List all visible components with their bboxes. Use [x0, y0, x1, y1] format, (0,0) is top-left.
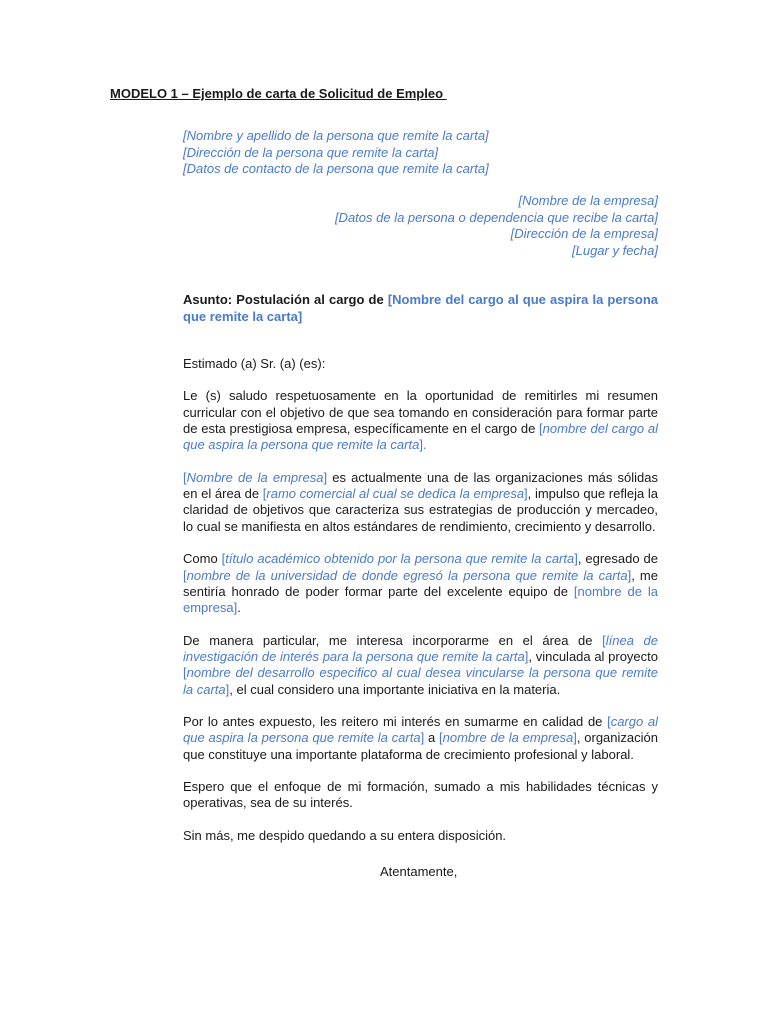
paragraph-5-text-3: , organización que constituye una importante plataforma de crecimiento profesional y laboral.	[183, 730, 658, 762]
letter-body	[183, 356, 658, 860]
bracket: [	[183, 469, 187, 485]
bracket: [	[539, 421, 543, 437]
paragraph-3-text-1: Como	[183, 551, 222, 567]
paragraph-7: Sin más, me despido quedando a su entera disposición.	[183, 827, 507, 843]
bracket: [	[221, 551, 226, 567]
closing: Atentamente,	[380, 864, 458, 879]
greeting: Estimado (a) Sr. (a) (es):	[183, 356, 326, 371]
subject-line	[183, 292, 658, 325]
placeholder-job-title: nombre del cargo al que aspira la persona que remite la carta	[183, 421, 658, 453]
subject-placeholder: [Nombre del cargo al que aspira la persona que remite la carta]	[183, 292, 659, 324]
sender-contact: [Datos de contacto de la persona que remite la carta]	[183, 161, 489, 176]
paragraph-1	[183, 388, 658, 453]
paragraph-4-text-3: , el cual considero una importante iniciativa en la materia.	[229, 681, 561, 697]
bracket: [	[183, 567, 187, 583]
bracket: ].	[419, 437, 427, 453]
paragraph-2-text-1: es actualmente una de las organizaciones más sólidas en el área de	[183, 469, 659, 502]
paragraph-3-text-4: .	[237, 600, 241, 616]
placeholder-research-line: línea de investigación de interés para la persona que remite la carta	[183, 632, 659, 664]
sender-block	[183, 128, 489, 178]
subject-label: Asunto: Postulación al cargo de	[183, 292, 388, 307]
recipient-address: [Dirección de la empresa]	[510, 226, 658, 241]
placeholder-university: nombre de la universidad de donde egresó la persona que remite la carta	[186, 567, 628, 583]
paragraph-4-text-1: De manera particular, me interesa incorporarme en el área de	[183, 632, 603, 648]
paragraph-4	[183, 633, 658, 698]
paragraph-4-text-2: , vinculada al proyecto	[528, 648, 658, 664]
bracket: ]	[323, 469, 328, 485]
place-date: [Lugar y fecha]	[572, 242, 658, 258]
paragraph-3-text-3: , me sentiría honrado de poder formar parte del excelente equipo de	[183, 567, 658, 599]
bracket: ]	[627, 567, 632, 583]
paragraph-5-text-1: Por lo antes expuesto, les reitero mi interés en sumarme en calidad de	[183, 713, 608, 729]
bracket: [	[262, 486, 267, 502]
placeholder-job-title: cargo al que aspira la persona que remite la carta	[183, 713, 659, 746]
paragraph-3-text-2: , egresado de	[577, 551, 658, 567]
bracket: ]	[225, 681, 230, 697]
bracket: ]	[524, 486, 528, 502]
paragraph-3	[183, 551, 658, 616]
paragraph-2	[183, 470, 658, 535]
paragraph-2-text-2: , impulso que refleja la claridad de objetivos que caracteriza sus estrategias de producción y mercadeo, lo cual se manifiesta en altos estándares de rendimiento, crecimiento y desarrollo.	[183, 486, 658, 534]
paragraph-5-text-2: a	[424, 730, 439, 746]
paragraph-1-text: Le (s) saludo respetuosamente en la oportunidad de remitirles mi resumen curricular con el objetivo de que sea tomando en consideración para formar parte de esta prestigiosa empresa, específicamente en el cargo de	[183, 388, 658, 437]
bracket: ]	[420, 730, 425, 746]
recipient-block	[335, 193, 658, 259]
page-title: MODELO 1 – Ejemplo de carta de Solicitud de Empleo	[110, 86, 447, 101]
bracket: [	[183, 665, 187, 681]
bracket: [	[439, 730, 443, 746]
sender-address: [Dirección de la persona que remite la carta]	[183, 144, 439, 160]
bracket: ]	[574, 551, 578, 567]
bracket: [	[607, 713, 611, 729]
placeholder-business-field: ramo comercial al cual se dedica la empresa	[266, 486, 525, 502]
recipient-person: [Datos de la persona o dependencia que recibe la carta]	[334, 209, 658, 225]
recipient-company: [Nombre de la empresa]	[518, 193, 658, 208]
placeholder-company-name: [nombre de la empresa]	[183, 583, 658, 616]
paragraph-6: Espero que el enfoque de mi formación, sumado a mis habilidades técnicas y operativas, sea de su interés.	[183, 779, 658, 811]
placeholder-company-name: nombre de la empresa	[442, 730, 574, 746]
sender-name: [Nombre y apellido de la persona que remite la carta]	[183, 128, 489, 143]
bracket: ]	[524, 648, 529, 664]
placeholder-degree: título académico obtenido por la persona que remite la carta	[225, 551, 575, 567]
placeholder-company-name: Nombre de la empresa	[186, 469, 324, 485]
bracket: ]	[573, 730, 577, 746]
bracket: [	[602, 632, 606, 648]
placeholder-project: nombre del desarrollo especifico al cual desea vincularse la persona que remite la carta	[183, 665, 658, 697]
paragraph-5	[183, 714, 658, 763]
